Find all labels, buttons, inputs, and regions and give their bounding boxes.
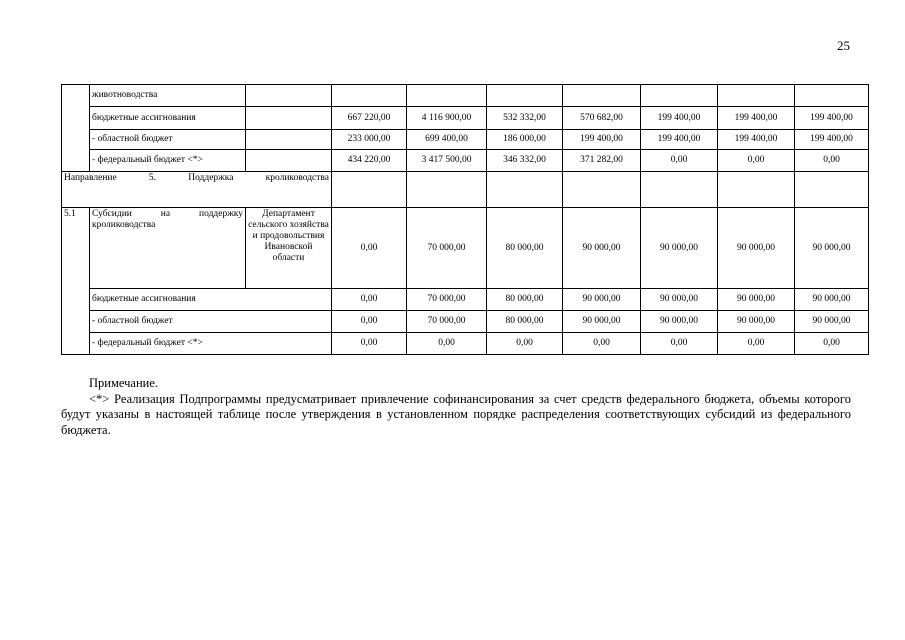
table-row — [62, 333, 869, 355]
value-cell — [487, 85, 563, 107]
value-cell: 199 400,00 — [641, 107, 718, 130]
value-cell: 371 282,00 — [563, 150, 641, 172]
value-cell: 570 682,00 — [563, 107, 641, 130]
value-cell — [487, 172, 563, 208]
table-row — [62, 85, 869, 107]
value-cell: 90 000,00 — [563, 289, 641, 311]
row-label: Субсидии на поддержку кролиководства — [90, 208, 246, 289]
value-cell: 90 000,00 — [563, 311, 641, 333]
value-cell: 80 000,00 — [487, 208, 563, 289]
row-label: - областной бюджет — [90, 130, 246, 150]
value-cell: 199 400,00 — [795, 130, 869, 150]
value-cell: 667 220,00 — [332, 107, 407, 130]
value-cell — [563, 172, 641, 208]
value-cell: 90 000,00 — [795, 208, 869, 289]
row-label: - федеральный бюджет <*> — [90, 333, 332, 355]
value-cell: 70 000,00 — [407, 311, 487, 333]
value-cell: 532 332,00 — [487, 107, 563, 130]
table-row — [62, 311, 869, 333]
value-cell — [795, 85, 869, 107]
value-cell: 80 000,00 — [487, 311, 563, 333]
value-cell: 90 000,00 — [641, 208, 718, 289]
value-cell — [641, 172, 718, 208]
value-cell: 434 220,00 — [332, 150, 407, 172]
value-cell: 90 000,00 — [718, 311, 795, 333]
department-cell — [246, 150, 332, 172]
value-cell: 699 400,00 — [407, 130, 487, 150]
department-cell — [246, 130, 332, 150]
value-cell: 186 000,00 — [487, 130, 563, 150]
value-cell: 90 000,00 — [641, 289, 718, 311]
value-cell: 70 000,00 — [407, 208, 487, 289]
table-row — [62, 208, 869, 289]
note-text: <*> Реализация Подпрограммы предусматривает привлечение софинансирования за счет средств федерального бюджета, объемы которого будут указаны в настоящей таблице после утверждения в установленном порядке распределения соответствующих субсидий из федерального бюджета. — [61, 391, 851, 437]
table-row — [62, 130, 869, 150]
value-cell — [407, 85, 487, 107]
value-cell: 3 417 500,00 — [407, 150, 487, 172]
value-cell: 0,00 — [332, 333, 407, 355]
table-row — [62, 289, 869, 311]
value-cell: 90 000,00 — [641, 311, 718, 333]
value-cell: 346 332,00 — [487, 150, 563, 172]
value-cell: 0,00 — [718, 333, 795, 355]
value-cell — [332, 172, 407, 208]
value-cell: 4 116 900,00 — [407, 107, 487, 130]
value-cell: 90 000,00 — [795, 311, 869, 333]
value-cell: 0,00 — [332, 208, 407, 289]
row-label: - областной бюджет — [90, 311, 332, 333]
value-cell: 0,00 — [641, 333, 718, 355]
page-number: 25 — [837, 38, 850, 53]
value-cell: 70 000,00 — [407, 289, 487, 311]
value-cell: 199 400,00 — [641, 130, 718, 150]
row-label: бюджетные ассигнования — [90, 289, 332, 311]
value-cell — [795, 172, 869, 208]
row-label: - федеральный бюджет <*> — [90, 150, 246, 172]
value-cell: 0,00 — [641, 150, 718, 172]
row-number-cell — [62, 85, 90, 172]
value-cell: 0,00 — [487, 333, 563, 355]
value-cell: 0,00 — [407, 333, 487, 355]
row-label: животноводства — [90, 85, 246, 107]
row-number-cell: 5.1 — [62, 208, 90, 355]
department-cell — [246, 85, 332, 107]
table-row — [62, 150, 869, 172]
value-cell: 90 000,00 — [563, 208, 641, 289]
department-cell: Департамент сельского хозяйства и продовольствия Ивановской области — [246, 208, 332, 289]
section-heading: Направление 5. Поддержка кролиководства — [62, 172, 332, 208]
value-cell — [718, 172, 795, 208]
value-cell: 0,00 — [563, 333, 641, 355]
value-cell: 80 000,00 — [487, 289, 563, 311]
budget-table — [61, 84, 869, 355]
table-row — [62, 172, 869, 208]
value-cell: 233 000,00 — [332, 130, 407, 150]
value-cell: 90 000,00 — [718, 289, 795, 311]
value-cell: 0,00 — [718, 150, 795, 172]
value-cell: 0,00 — [795, 333, 869, 355]
value-cell: 0,00 — [332, 311, 407, 333]
value-cell — [563, 85, 641, 107]
value-cell: 90 000,00 — [795, 289, 869, 311]
value-cell — [641, 85, 718, 107]
value-cell: 0,00 — [795, 150, 869, 172]
value-cell — [718, 85, 795, 107]
value-cell — [407, 172, 487, 208]
value-cell — [332, 85, 407, 107]
value-cell: 90 000,00 — [718, 208, 795, 289]
table-row — [62, 107, 869, 130]
value-cell: 199 400,00 — [795, 107, 869, 130]
value-cell: 199 400,00 — [563, 130, 641, 150]
footnote — [61, 376, 851, 438]
row-label: бюджетные ассигнования — [90, 107, 246, 130]
value-cell: 199 400,00 — [718, 107, 795, 130]
note-title: Примечание. — [89, 376, 159, 390]
value-cell: 0,00 — [332, 289, 407, 311]
value-cell: 199 400,00 — [718, 130, 795, 150]
department-cell — [246, 107, 332, 130]
